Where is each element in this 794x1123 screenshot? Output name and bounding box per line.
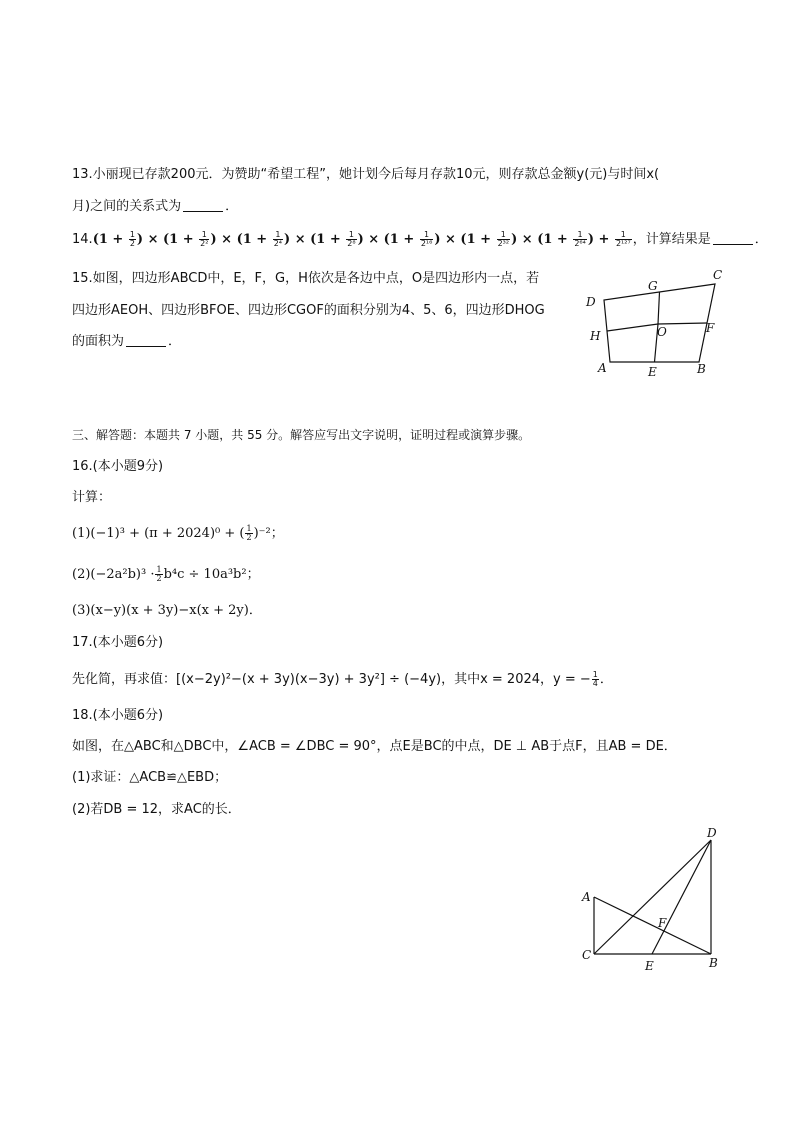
q18-text: 如图，在△ABC和△DBC中，∠ACB = ∠DBC = 90°，点E是BC的中点，DE ⊥ AB于点F，且AB = DE． xyxy=(72,739,677,754)
q14-frac-8: $\frac{1}{\text{2¹²⁷}}$ xyxy=(615,230,631,248)
q14-tail: ，计算结果是 xyxy=(632,232,711,247)
segment-of xyxy=(658,323,707,324)
q18-title: 18.(本小题6分) xyxy=(72,708,164,723)
q16-intro: 计算： xyxy=(72,490,112,505)
q17-text: 先化简，再求值：[(x−2y)²−(x + 3y)(x−3y) + 3y²] ÷ (−4y)，其中x = 2024，y = − $\frac{1}{4}$ ． xyxy=(72,670,613,688)
q13-line2 xyxy=(72,198,238,216)
q16-part1-frac: $\frac{1}{2}$ xyxy=(246,524,252,542)
q16-part2: (2)(−2a²b)³ · $\frac{1}{2}$ b⁴c ÷ 10a³b²； xyxy=(72,565,260,583)
q13-line2-end: ． xyxy=(225,199,239,214)
q15-line1: 15.如图，四边形ABCD中，E，F，G，H依次是各边中点，O是四边形内一点，若 xyxy=(72,271,540,286)
q14-frac-1: $\frac{1}{2}$ xyxy=(129,230,135,248)
label-b: B xyxy=(697,362,706,376)
q16-part1: (1)(−1)³ + (π + 2024)⁰ + ( $\frac{1}{2}$ )⁻²； xyxy=(72,524,284,542)
label-a: A xyxy=(598,361,607,375)
segment-ab xyxy=(594,897,711,954)
q16-title: 16.(本小题9分) xyxy=(72,459,164,474)
q14-number: 14. xyxy=(72,232,93,247)
q17-title: 17.(本小题6分) xyxy=(72,635,164,650)
q15-line2: 四边形AEOH、四边形BFOE、四边形CGOF的面积分别为4、5、6，四边形DHOG xyxy=(72,303,545,318)
label-e: E xyxy=(645,959,654,973)
label-a: A xyxy=(582,890,591,904)
label-e: E xyxy=(648,365,657,379)
label-d: D xyxy=(586,295,596,309)
segment-ed xyxy=(652,840,711,954)
segment-cd xyxy=(594,840,711,954)
q16-part3: (3)(x−y)(x + 3y)−x(x + 2y)． xyxy=(72,603,262,618)
q15-line3: 的面积为 ． xyxy=(72,334,182,349)
label-d: D xyxy=(707,826,717,840)
q14-frac-3: $\frac{1}{\text{2⁴}}$ xyxy=(273,230,283,248)
q18-triangle-figure xyxy=(578,822,728,972)
q15-quadrilateral-figure xyxy=(582,266,732,381)
label-b: B xyxy=(709,956,718,970)
label-g: G xyxy=(648,279,658,293)
segment-go xyxy=(658,292,660,324)
label-f: F xyxy=(706,321,715,335)
q13-line2-text: 月)之间的关系式为 xyxy=(72,199,182,214)
segment-ho xyxy=(607,324,658,331)
label-o: O xyxy=(657,325,667,339)
answer-blank xyxy=(126,334,166,347)
q14-frac-4: $\frac{1}{\text{2⁸}}$ xyxy=(347,230,356,248)
label-h: H xyxy=(590,329,601,343)
q18-part1: (1)求证：△ACB≌△EBD； xyxy=(72,770,228,785)
q16-part2-frac: $\frac{1}{2}$ xyxy=(156,565,162,583)
q14-frac-2: $\frac{1}{\text{2²}}$ xyxy=(200,230,209,248)
answer-blank xyxy=(183,199,223,212)
q18-part2: (2)若DB = 12，求AC的长． xyxy=(72,802,241,817)
q17-frac: $\frac{1}{4}$ xyxy=(592,670,598,688)
label-c: C xyxy=(582,948,592,962)
section-heading: 三、解答题：本题共 7 小题，共 55 分。解答应写出文字说明，证明过程或演算步骤。 xyxy=(72,428,531,442)
q14-expression: 14.(1 + $\frac{1}{2}$ ) × (1 + $\frac{1}{\text{2²}}$ ) × (1 + $\frac{1}{\text{2⁴}}$ ) × (1 + $\frac{1}{\text{2⁸}}$ ) × (1 + $\frac{1}{\text{2¹⁶}}$ ) × (1 + $\frac{1}{\text{2³²}}$ ) × (1 + $\frac{1}{\text{2⁶⁴}}$ ) + $\frac{1}{\text{2¹²⁷}}$ ，计算结果是 ． xyxy=(72,230,768,248)
answer-blank xyxy=(713,232,753,245)
q14-frac-6: $\frac{1}{\text{2³²}}$ xyxy=(497,230,510,248)
q14-frac-5: $\frac{1}{\text{2¹⁶}}$ xyxy=(420,230,433,248)
label-f: F xyxy=(658,916,667,930)
label-c: C xyxy=(713,268,723,282)
q14-frac-7: $\frac{1}{\text{2⁶⁴}}$ xyxy=(574,230,586,248)
q13-line1: 13.小丽现已存款200元．为赞助“希望工程”，她计划今后每月存款10元，则存款总金额y(元)与时间x( xyxy=(72,167,660,182)
